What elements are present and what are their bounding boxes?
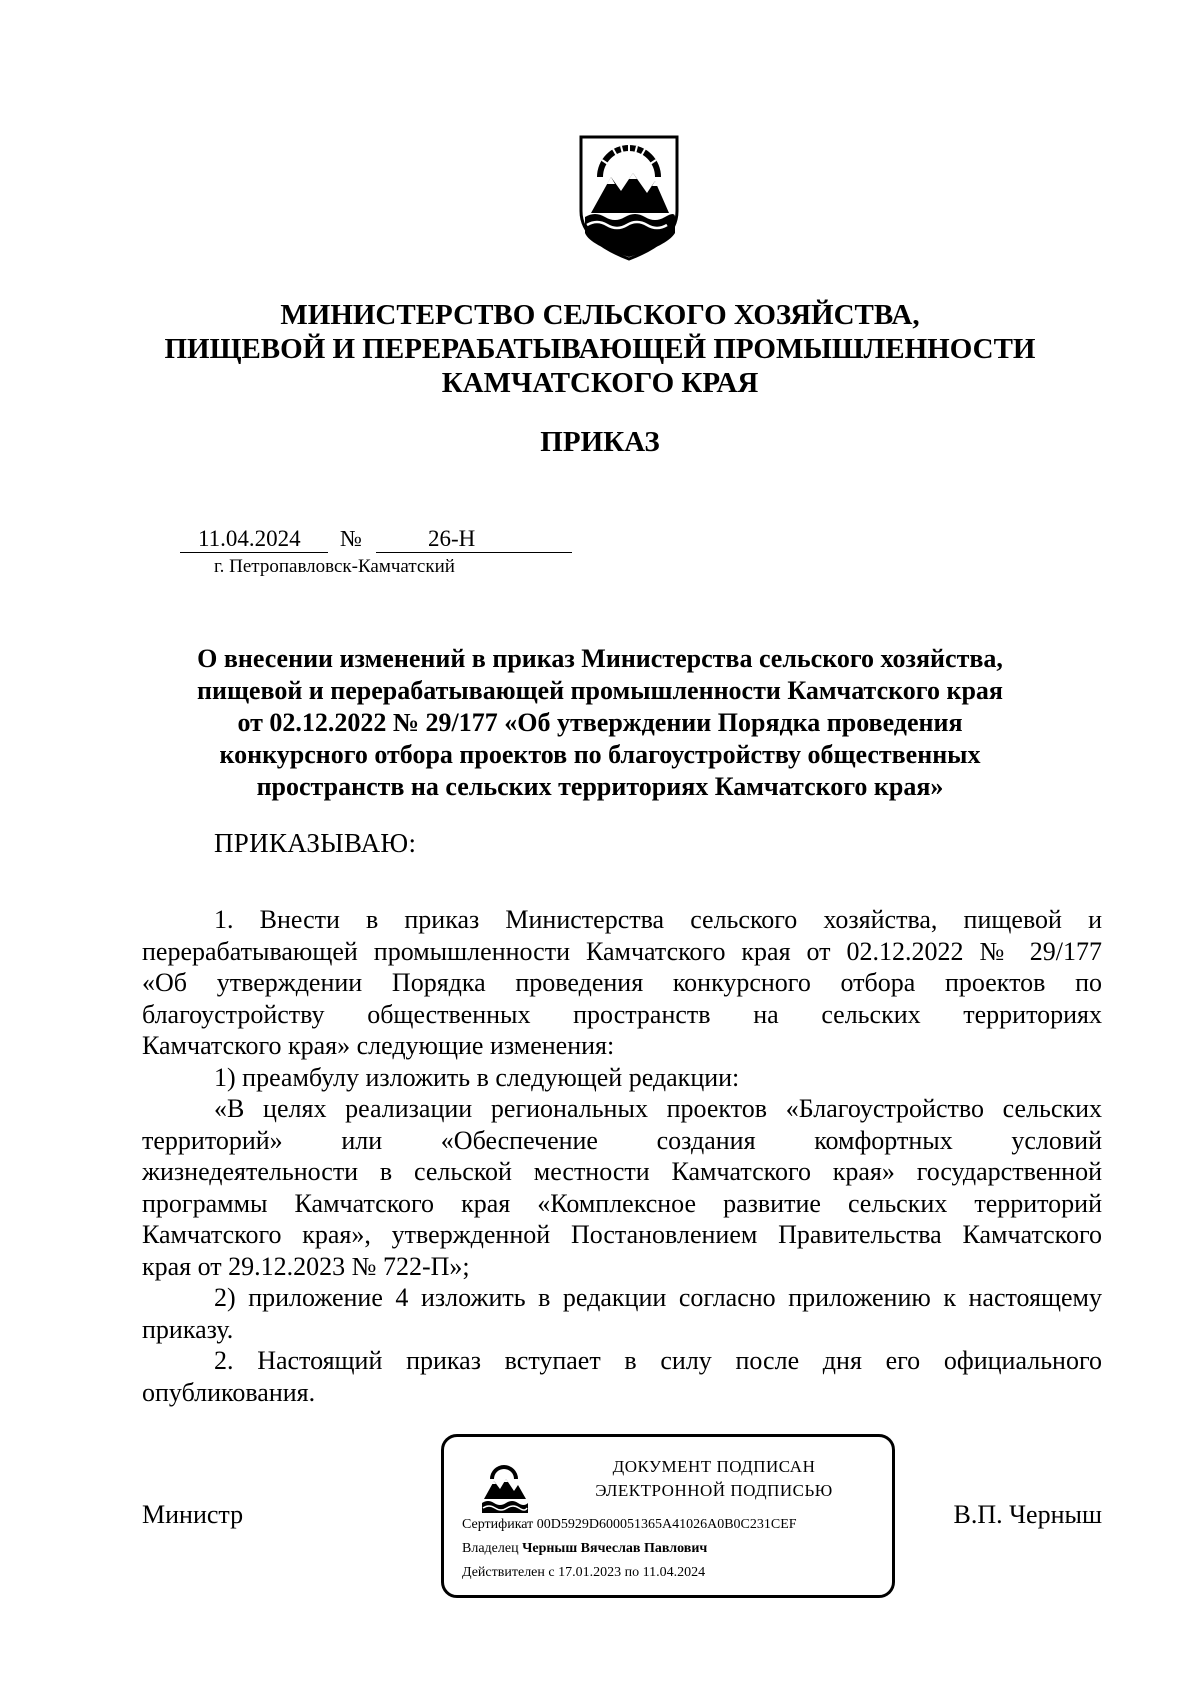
subject-line: конкурсного отбора проектов по благоустройству общественных [219, 740, 981, 769]
stamp-heading [564, 1455, 864, 1503]
order-body [142, 904, 1102, 1408]
subject-line: О внесении изменений в приказ Министерства сельского хозяйства, [197, 644, 1003, 673]
place-of-issue: г. Петропавловск-Камчатский [214, 556, 455, 577]
stamp-validity [462, 1565, 705, 1581]
valid-label: Действителен [462, 1565, 545, 1580]
order-verb: ПРИКАЗЫВАЮ: [214, 828, 417, 858]
registration-line [180, 526, 580, 556]
certificate-label: Сертификат [462, 1517, 534, 1532]
e-signature-stamp [441, 1434, 895, 1598]
subject-line: пищевой и перерабатывающей промышленности Камчатского края [197, 676, 1003, 705]
body-line: «Об утверждении Порядка проведения конкурсного отбора проектов по [142, 968, 1102, 997]
body-line: программы Камчатского края «Комплексное развитие сельских территорий [142, 1188, 1102, 1218]
valid-from-label: с [548, 1565, 555, 1580]
stamp-heading-line: ДОКУМЕНТ ПОДПИСАН [612, 1457, 816, 1476]
ministry-line: ПИЩЕВОЙ И ПЕРЕРАБАТЫВАЮЩЕЙ ПРОМЫШЛЕННОСТИ [164, 333, 1036, 365]
stamp-heading-line: ЭЛЕКТРОННОЙ ПОДПИСЬЮ [595, 1481, 833, 1500]
stamp-emblem-icon [480, 1459, 528, 1515]
body-line: перерабатывающей промышленности Камчатского края от 02.12.2022 № 29/177 [142, 936, 1102, 966]
body-line: 1. Внести в приказ Министерства сельского хозяйства, пищевой и [214, 905, 1102, 934]
valid-to-label: по [624, 1565, 640, 1580]
order-subject [150, 643, 1050, 803]
body-line: опубликования. [142, 1377, 316, 1407]
ministry-line: МИНИСТЕРСТВО СЕЛЬСКОГО ХОЗЯЙСТВА, [280, 299, 920, 331]
body-line: территорий» или «Обеспечение создания комфортных условий [142, 1125, 1102, 1155]
ministry-name [150, 298, 1050, 400]
body-line: благоустройству общественных пространств на сельских территориях [142, 999, 1102, 1029]
body-line: 2. Настоящий приказ вступает в силу после дня его официального [214, 1346, 1102, 1375]
certificate-value: 00D5929D600051365A41026A0B0C231CEF [536, 1517, 797, 1532]
subject-line: от 02.12.2022 № 29/177 «Об утверждении Порядка проведения [237, 708, 963, 737]
number-sign: № [340, 526, 362, 551]
number-underline [376, 552, 572, 553]
owner-label: Владелец [462, 1541, 519, 1556]
body-line: Камчатского края» следующие изменения: [142, 1031, 615, 1060]
valid-to: 11.04.2024 [642, 1565, 706, 1580]
stamp-certificate [462, 1517, 797, 1533]
owner-value: Черныш Вячеслав Павлович [522, 1541, 708, 1556]
signer-name: В.П. Черныш [953, 1500, 1102, 1529]
body-line: приказу. [142, 1314, 234, 1344]
ministry-line: КАМЧАТСКОГО КРАЯ [441, 367, 759, 399]
subject-line: пространств на сельских территориях Камчатского края» [256, 772, 944, 801]
signer-position: Министр [142, 1500, 244, 1529]
order-number: 26-Н [428, 526, 476, 551]
order-date: 11.04.2024 [198, 526, 301, 551]
date-underline [180, 552, 328, 553]
valid-from: 17.01.2023 [558, 1565, 622, 1580]
stamp-owner [462, 1541, 707, 1557]
body-line: «В целях реализации региональных проектов «Благоустройство сельских [214, 1094, 1102, 1123]
coat-of-arms-icon [577, 133, 681, 263]
body-line: жизнедеятельности в сельской местности Камчатского края» государственной [142, 1157, 1102, 1186]
document-type: ПРИКАЗ [540, 426, 660, 458]
body-line: края от 29.12.2023 № 722-П»; [142, 1251, 470, 1281]
body-line: 1) преамбулу изложить в следующей редакции: [214, 1062, 740, 1092]
body-line: 2) приложение 4 изложить в редакции согласно приложению к настоящему [214, 1283, 1102, 1312]
body-line: Камчатского края», утвержденной Постановлением Правительства Камчатского [142, 1220, 1102, 1249]
